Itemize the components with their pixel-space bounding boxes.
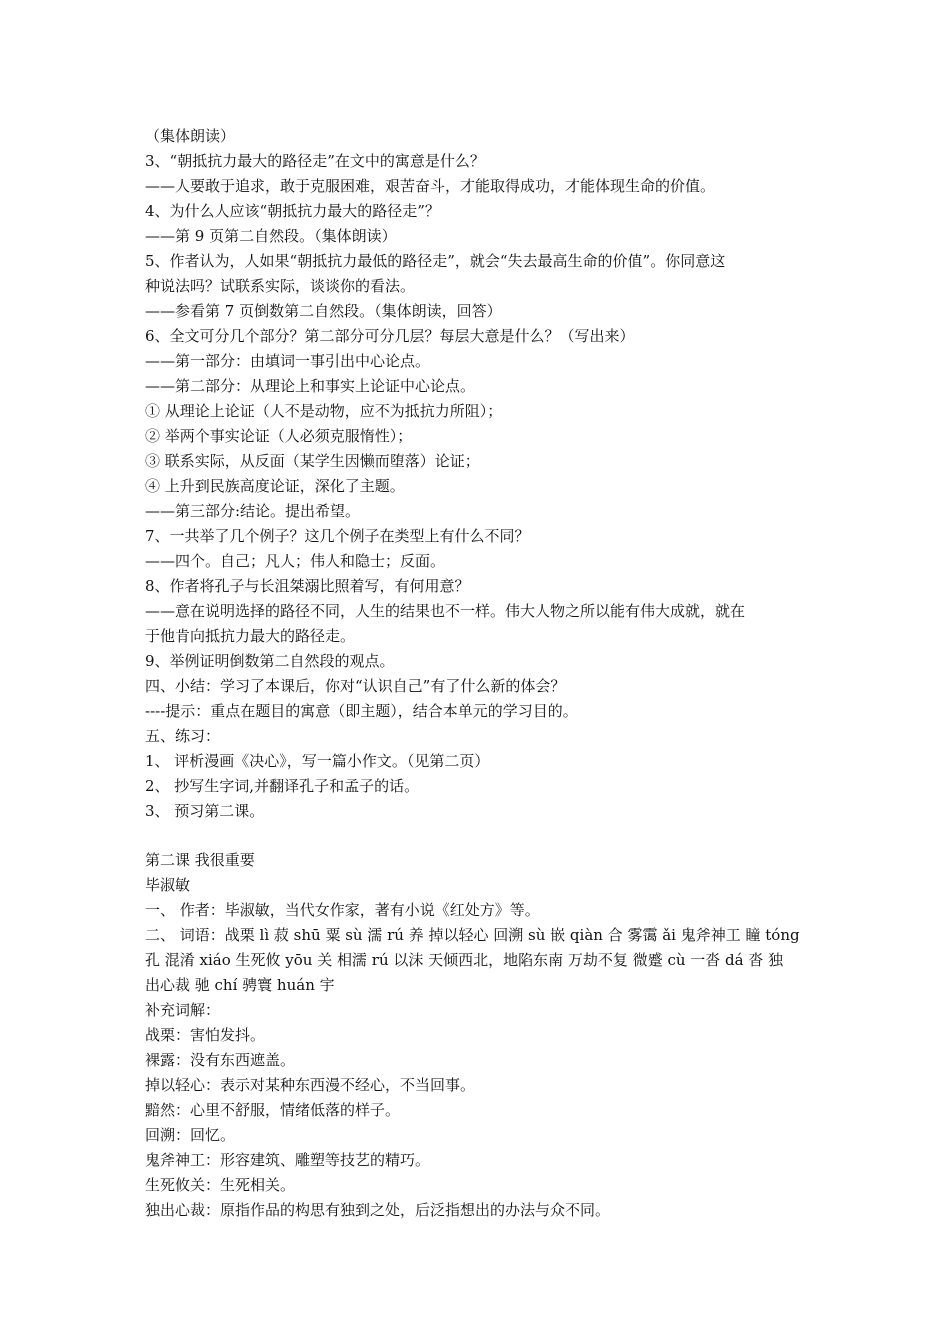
answer-6-point-3: ③ 联系实际，从反面（某学生因懒而堕落）论证； [145,452,480,470]
definition-item: 独出心裁：原指作品的构思有独到之处，后泛指想出的办法与众不同。 [145,1201,611,1219]
answer-6-part-3: ——第三部分:结论。提出希望。 [145,502,361,520]
definition-item: 裸露：没有东西遮盖。 [145,1051,296,1069]
vocabulary-line-2: 孔 混淆 xiáo 生死攸 yōu 关 相濡 rú 以沫 天倾西北，地陷东南 万劫不复 微蹙 cù 一沓 dá 沓 独 [145,951,784,969]
definition-item: 战栗：害怕发抖。 [145,1026,266,1044]
summary-hint: ----提示：重点在题目的寓意（即主题），结合本单元的学习目的。 [145,702,578,720]
answer-6-point-2: ② 举两个事实论证（人必须克服惰性）； [145,427,413,445]
answer-4: ——第 9 页第二自然段。（集体朗读） [145,227,397,245]
vocabulary-line-1: 二、 词语：战栗 lì 菽 shū 粟 sù 濡 rú 养 掉以轻心 回溯 sù 嵌 qiàn 合 雾霭 ǎi 鬼斧神工 瞳 tóng [145,926,800,944]
question-4: 4、为什么人应该“朝抵抗力最大的路径走”？ [145,202,440,220]
question-9: 9、举例证明倒数第二自然段的观点。 [145,652,395,670]
answer-6-part-1: ——第一部分：由填词一事引出中心论点。 [145,352,431,370]
answer-6-point-4: ④ 上升到民族高度论证，深化了主题。 [145,477,405,495]
lesson-2-author: 毕淑敏 [145,876,191,894]
answer-8: ——意在说明选择的路径不同，人生的结果也不一样。伟大人物之所以能有伟大成就，就在 [145,602,746,620]
question-5-cont: 种说法吗？试联系实际，谈谈你的看法。 [145,277,416,295]
exercise-2: 2、 抄写生字词,并翻译孔子和孟子的话。 [145,777,420,795]
author-intro: 一、 作者：毕淑敏，当代女作家，著有小说《红处方》等。 [145,901,540,919]
question-3: 3、“朝抵抗力最大的路径走”在文中的寓意是什么？ [145,152,485,170]
question-5: 5、作者认为，人如果“朝抵抗力最低的路径走”，就会“失去最高生命的价值”。你同意这 [145,252,726,270]
definition-item: 回溯：回忆。 [145,1126,236,1144]
question-8: 8、作者将孔子与长沮桀溺比照着写，有何用意？ [145,577,470,595]
question-6: 6、全文可分几个部分？第二部分可分几层？每层大意是什么？（写出来） [145,327,635,345]
lesson-2-title: 第二课 我很重要 [145,851,255,869]
supplement-heading: 补充词解： [145,1001,221,1019]
vocabulary-line-3: 出心裁 驰 chí 骋寰 huán 宇 [145,976,335,994]
definition-item: 生死攸关：生死相关。 [145,1176,296,1194]
definition-item: 鬼斧神工：形容建筑、雕塑等技艺的精巧。 [145,1151,431,1169]
definition-item: 掉以轻心：表示对某种东西漫不经心，不当回事。 [145,1076,476,1094]
answer-5: ——参看第 7 页倒数第二自然段。（集体朗读，回答） [145,302,502,320]
exercise-3: 3、 预习第二课。 [145,802,265,820]
answer-8-cont: 于他肯向抵抗力最大的路径走。 [145,627,356,645]
summary-heading: 四、小结：学习了本课后，你对“认识自己”有了什么新的体会？ [145,677,566,695]
definition-item: 黯然：心里不舒服，情绪低落的样子。 [145,1101,401,1119]
exercise-1: 1、 评析漫画《决心》，写一篇小作文。（见第二页） [145,752,490,770]
text-line: （集体朗读） [145,127,236,145]
answer-6-part-2: ——第二部分：从理论上和事实上论证中心论点。 [145,377,476,395]
answer-6-point-1: ① 从理论上论证（人不是动物，应不为抵抗力所阻）； [145,402,503,420]
exercise-heading: 五、练习： [145,727,221,745]
answer-3: ——人要敢于追求，敢于克服困难，艰苦奋斗，才能取得成功，才能体现生命的价值。 [145,177,716,195]
question-7: 7、一共举了几个例子？这几个例子在类型上有什么不同？ [145,527,530,545]
answer-7: ——四个。自己；凡人；伟人和隐士；反面。 [145,552,446,570]
